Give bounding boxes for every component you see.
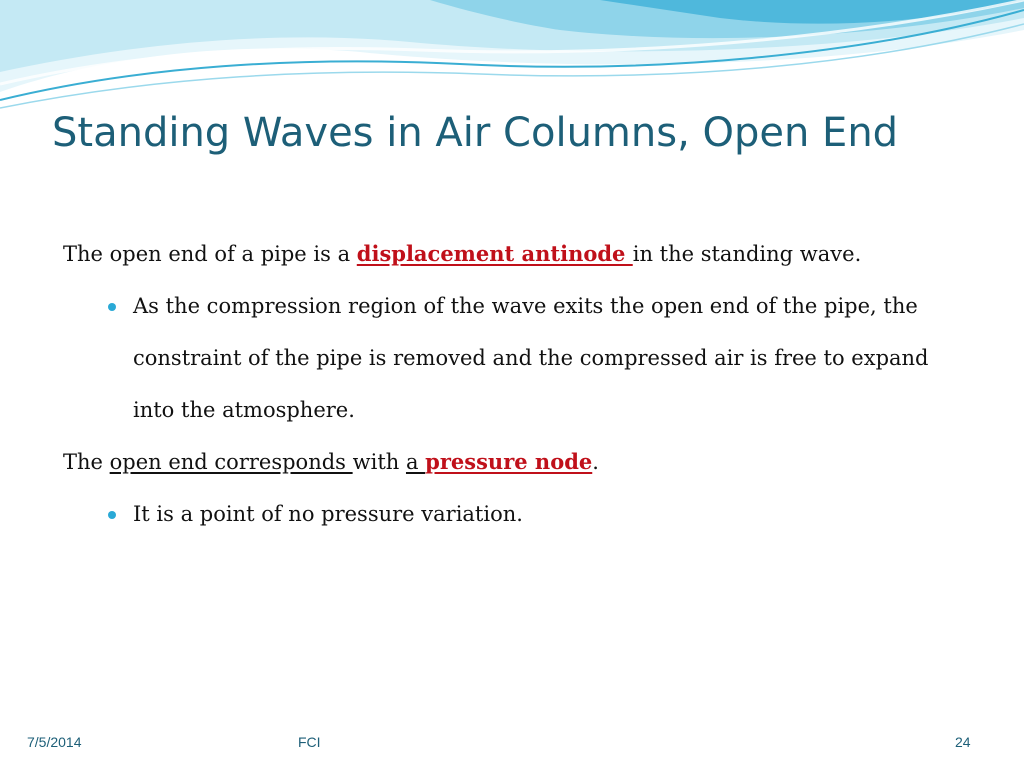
open-end-corresponds-underlined: open end corresponds xyxy=(109,450,353,474)
bullet2-text: It is a point of no pressure variation. xyxy=(133,502,523,526)
para2-text-middle: with xyxy=(352,450,406,474)
para1-text-after: in the standing wave. xyxy=(632,242,862,266)
slide-title: Standing Waves in Air Columns, Open End xyxy=(52,110,899,156)
bullet-dot-icon xyxy=(108,303,116,311)
displacement-antinode-highlight: displacement antinode xyxy=(356,241,633,266)
pressure-node-highlight: pressure node xyxy=(425,449,593,474)
paragraph-displacement-antinode xyxy=(63,228,953,280)
footer-page-number: 24 xyxy=(955,734,971,750)
wave-banner-decoration xyxy=(0,0,1024,120)
footer-date: 7/5/2014 xyxy=(27,734,82,750)
slide-content xyxy=(63,228,953,540)
footer-center-text: FCI xyxy=(298,734,321,750)
para1-text-before: The open end of a pipe is a xyxy=(63,242,357,266)
paragraph-pressure-node xyxy=(63,436,953,488)
bullet-dot-icon xyxy=(108,511,116,519)
bullet-no-pressure-variation xyxy=(63,488,953,540)
bullet-compression-region xyxy=(63,280,953,436)
para2-text-before: The xyxy=(63,450,110,474)
article-a-underlined: a xyxy=(405,450,426,474)
para2-text-after: . xyxy=(592,450,599,474)
bullet1-text: As the compression region of the wave exits the open end of the pipe, the constraint of the pipe is removed and the compressed air is free to expand into the atmosphere. xyxy=(133,294,929,422)
